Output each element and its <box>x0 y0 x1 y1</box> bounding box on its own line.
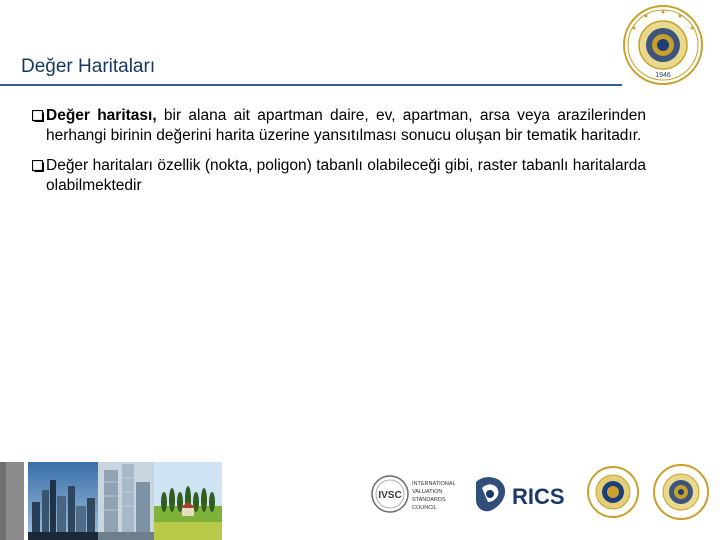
title-divider <box>0 84 622 86</box>
ivsc-logo-text: IVSC <box>378 490 402 501</box>
city-skyline-photo <box>28 462 98 540</box>
rics-logo <box>470 472 576 518</box>
bullet-list <box>32 106 646 206</box>
ivsc-logo <box>370 470 410 518</box>
ivsc-line-1: INTERNATIONAL <box>412 481 456 487</box>
university-seal-icon <box>622 4 704 86</box>
countryside-photo <box>154 462 222 540</box>
footer-gray-tab-dark <box>0 462 6 540</box>
ivsc-line-3: STANDARDS <box>412 497 446 503</box>
bullet-1-bold: Değer haritası, <box>46 107 157 124</box>
bullet-2-text: Değer haritaları özellik (nokta, poligon) tabanlı olabileceği gibi, raster tabanlı haritalarda olabilmektedir <box>46 157 646 194</box>
ivsc-wordmark <box>412 478 468 512</box>
modern-buildings-photo <box>98 462 154 540</box>
page-title: Değer Haritaları <box>21 56 156 77</box>
ivsc-line-4: COUNCIL <box>412 505 437 511</box>
bullet-item-1 <box>32 106 646 146</box>
bullet-item-2 <box>32 156 646 196</box>
checkbox-bullet-icon <box>32 160 44 172</box>
svg-text:1946: 1946 <box>655 72 671 79</box>
gold-seal-icon <box>586 464 640 520</box>
checkbox-bullet-icon <box>32 110 44 122</box>
bullet-1-text: bir alana ait apartman daire, ev, apartman, arsa veya arazilerinden herhangi birinin değerini harita üzerine yansıtılması sonucu oluşan bir tematik haritadır. <box>46 107 646 144</box>
rics-logo-text: RICS <box>512 484 565 509</box>
university-seal-footer-icon <box>652 462 710 522</box>
ivsc-line-2: VALUATION <box>412 489 443 495</box>
